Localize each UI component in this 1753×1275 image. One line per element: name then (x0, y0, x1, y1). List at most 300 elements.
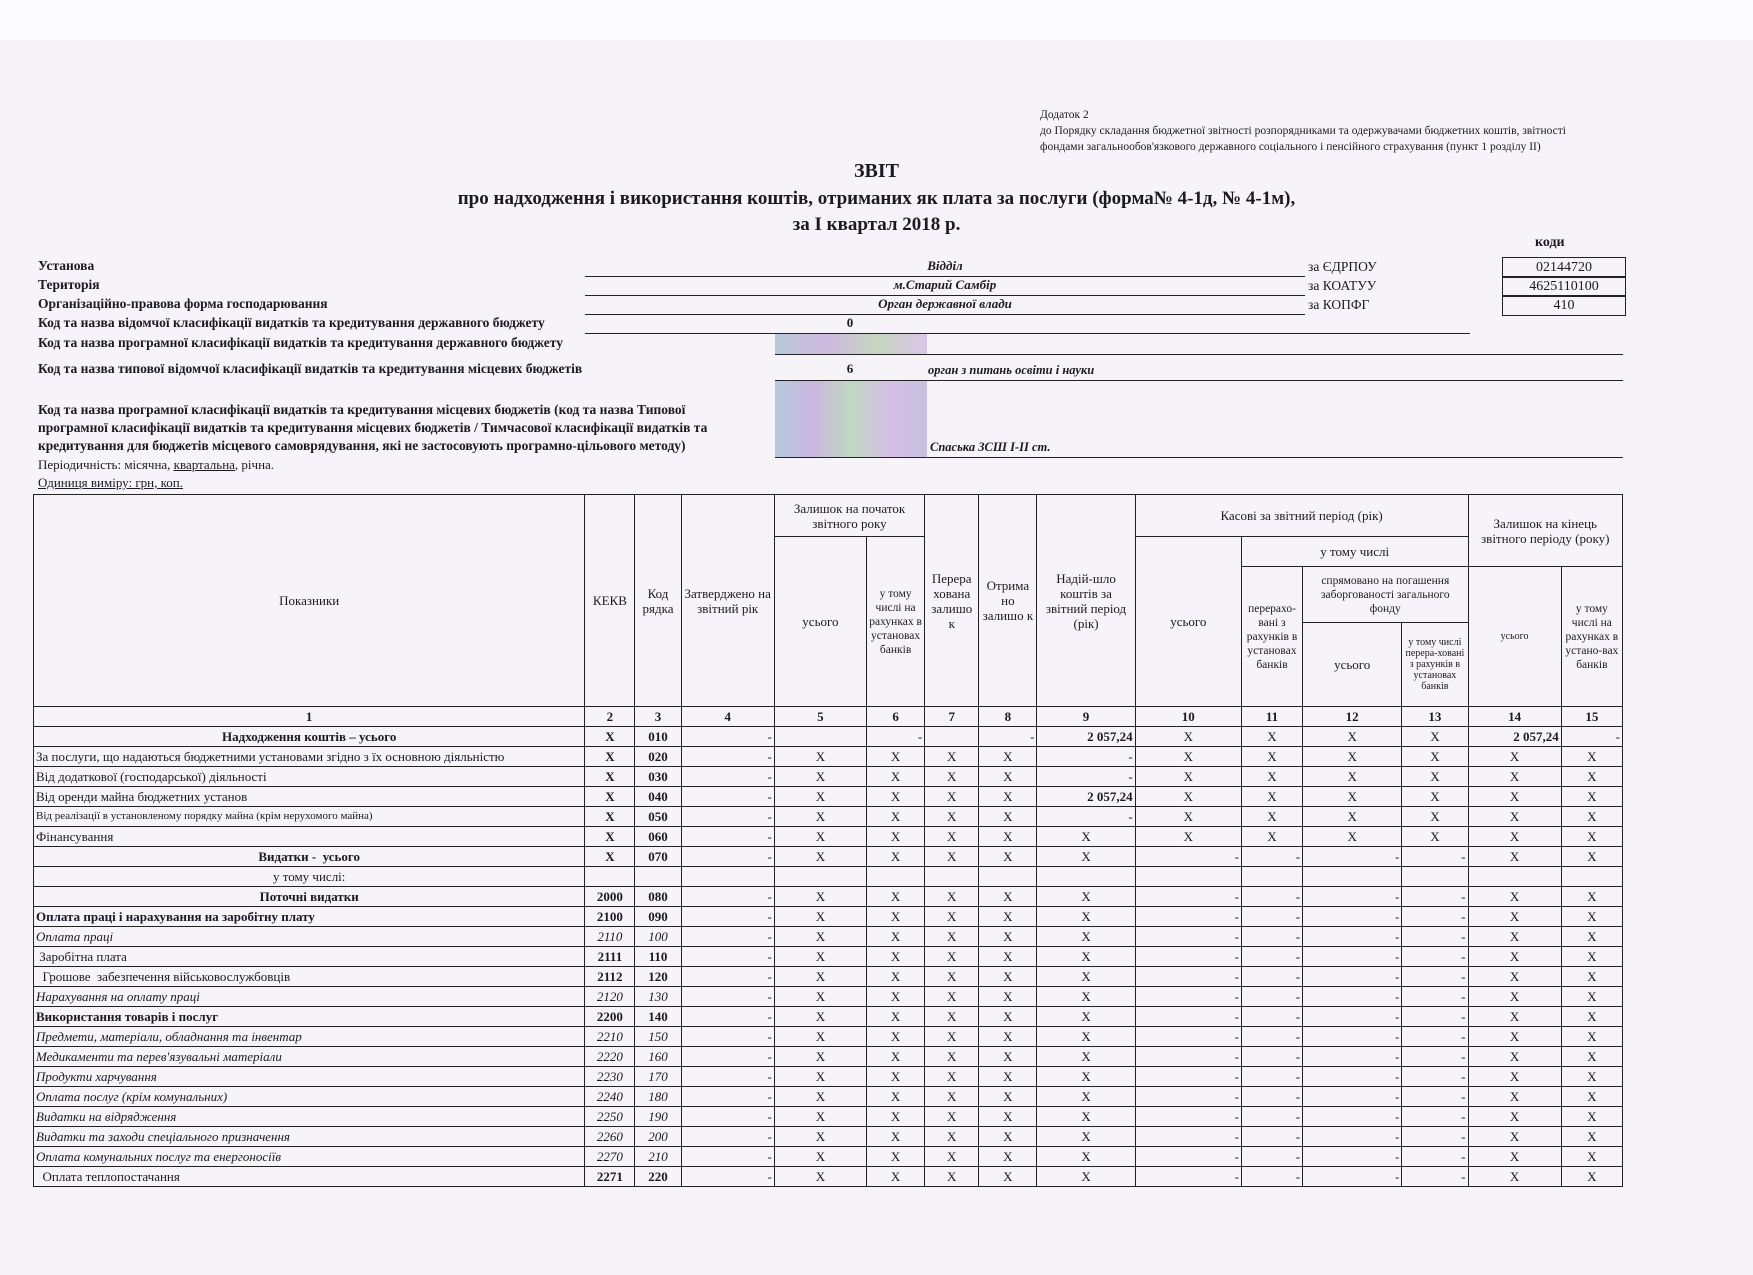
table-cell: X (1468, 847, 1561, 867)
table-cell: X (1135, 807, 1241, 827)
col-approved: Затверджено на звітний рік (681, 495, 774, 707)
table-cell: - (1241, 887, 1302, 907)
col-indicators: Показники (34, 495, 585, 707)
table-cell: - (1303, 987, 1402, 1007)
table-cell (1561, 867, 1622, 887)
table-cell: 190 (635, 1107, 681, 1127)
table-cell: X (925, 1047, 979, 1067)
table-cell: - (1402, 1007, 1468, 1027)
table-cell: X (867, 1027, 925, 1047)
table-cell: X (1402, 787, 1468, 807)
koatuu-label: за КОАТУУ (1308, 278, 1377, 293)
table-cell: X (1468, 907, 1561, 927)
table-cell: X (1037, 827, 1135, 847)
col-start-balance: Залишок на початок звітного року (774, 495, 924, 537)
unit-label: Одиниця виміру: грн, коп. (38, 475, 183, 490)
table-cell: X (1037, 1047, 1135, 1067)
table-cell: X (979, 767, 1037, 787)
table-cell: X (1468, 767, 1561, 787)
table-cell: - (1402, 947, 1468, 967)
table-cell: X (1468, 1147, 1561, 1167)
table-cell: X (1561, 887, 1622, 907)
table-cell: X (1468, 887, 1561, 907)
table-cell: - (1402, 1127, 1468, 1147)
table-cell: 220 (635, 1167, 681, 1187)
report-period: за І квартал 2018 р. (792, 214, 961, 235)
table-cell: 2220 (585, 1047, 635, 1067)
table-cell: X (979, 927, 1037, 947)
table-cell: X (867, 747, 925, 767)
column-number: 13 (1402, 707, 1468, 727)
row-indicator-name: Від реалізації в установленому порядку майна (крім нерухомого майна) (34, 807, 585, 827)
column-number: 7 (925, 707, 979, 727)
table-cell: X (774, 1087, 866, 1107)
table-cell: X (925, 927, 979, 947)
col-end-bank: у тому числі на рахунках в устано-вах банків (1561, 567, 1622, 707)
table-cell: - (1241, 847, 1302, 867)
table-cell: X (979, 1067, 1037, 1087)
table-body (34, 727, 1623, 1187)
table-cell: X (925, 1127, 979, 1147)
legal-form-label: Організаційно-правова форма господарювання (38, 296, 328, 311)
territory-value: м.Старий Самбір (893, 277, 997, 292)
col-cash: Касові за звітний період (рік) (1135, 495, 1468, 537)
table-cell: X (925, 1147, 979, 1167)
table-cell: X (1037, 907, 1135, 927)
column-number: 12 (1303, 707, 1402, 727)
row-indicator-name: Заробітна плата (34, 947, 585, 967)
table-cell: 2111 (585, 947, 635, 967)
table-cell: - (1561, 727, 1622, 747)
table-cell: - (1303, 1167, 1402, 1187)
column-number: 6 (867, 707, 925, 727)
table-cell: - (1241, 947, 1302, 967)
table-row (34, 907, 1623, 927)
table-cell: X (1561, 767, 1622, 787)
table-row (34, 1107, 1623, 1127)
table-cell: 2100 (585, 907, 635, 927)
table-row (34, 767, 1623, 787)
table-cell: X (1561, 1087, 1622, 1107)
table-cell (585, 867, 635, 887)
table-cell: X (925, 1007, 979, 1027)
table-cell: X (774, 947, 866, 967)
table-cell: X (1037, 967, 1135, 987)
table-cell: - (681, 887, 774, 907)
table-cell: - (681, 727, 774, 747)
column-numbers-row (34, 707, 1623, 727)
table-cell: - (1241, 1087, 1302, 1107)
table-cell: X (774, 747, 866, 767)
table-cell: X (1303, 787, 1402, 807)
table-cell: - (681, 1167, 774, 1187)
table-cell: - (1241, 907, 1302, 927)
periodicity-rest: , річна. (234, 457, 275, 472)
column-number: 5 (774, 707, 866, 727)
table-row (34, 927, 1623, 947)
col-kekv: КЕКВ (585, 495, 635, 707)
table-cell: X (1241, 727, 1302, 747)
table-cell: - (1241, 1047, 1302, 1067)
table-cell: X (1135, 787, 1241, 807)
table-cell: - (1135, 927, 1241, 947)
table-cell (1468, 867, 1561, 887)
table-cell: - (681, 967, 774, 987)
row-indicator-name: Поточні видатки (34, 887, 585, 907)
row-indicator-name: Видатки - усього (34, 847, 585, 867)
table-cell: X (867, 1067, 925, 1087)
row-indicator-name: Грошове забезпечення військовослужбовців (34, 967, 585, 987)
table-cell: X (1135, 767, 1241, 787)
table-cell: X (925, 847, 979, 867)
table-cell: 2 057,24 (1037, 787, 1135, 807)
table-cell: 2 057,24 (1037, 727, 1135, 747)
table-cell: 180 (635, 1087, 681, 1107)
table-cell: - (1402, 927, 1468, 947)
table-cell: X (979, 847, 1037, 867)
table-cell: - (681, 767, 774, 787)
table-cell (1303, 867, 1402, 887)
dept-code-label: Код та назва відомчої класифікації видатків та кредитування державного бюджету (38, 315, 545, 330)
table-cell: X (1037, 1107, 1135, 1127)
table-cell: X (585, 727, 635, 747)
table-cell: 090 (635, 907, 681, 927)
table-cell: - (1402, 907, 1468, 927)
table-cell: - (681, 927, 774, 947)
table-cell (635, 867, 681, 887)
table-cell: X (1561, 947, 1622, 967)
table-cell: - (1303, 1067, 1402, 1087)
table-cell: - (681, 1087, 774, 1107)
table-cell: X (925, 1067, 979, 1087)
table-cell (1135, 867, 1241, 887)
table-cell: X (925, 787, 979, 807)
table-cell: X (1561, 1127, 1622, 1147)
table-cell: X (867, 807, 925, 827)
table-cell: - (1135, 1167, 1241, 1187)
table-cell: X (774, 807, 866, 827)
table-cell: - (1402, 887, 1468, 907)
table-cell: X (1037, 887, 1135, 907)
periodicity (38, 457, 274, 473)
table-cell: - (1037, 767, 1135, 787)
table-cell: - (1135, 987, 1241, 1007)
row-indicator-name: Видатки на відрядження (34, 1107, 585, 1127)
table-cell (979, 867, 1037, 887)
report-table (33, 494, 1623, 1187)
table-cell: - (1241, 1107, 1302, 1127)
table-cell: X (867, 787, 925, 807)
table-cell: X (1037, 1007, 1135, 1027)
table-cell: - (1241, 967, 1302, 987)
table-cell: X (774, 1167, 866, 1187)
table-cell: - (681, 747, 774, 767)
table-cell: - (1402, 1027, 1468, 1047)
table-cell: X (1037, 1067, 1135, 1087)
table-cell: X (867, 967, 925, 987)
col-transferred: Перера хована залишо к (925, 495, 979, 707)
table-cell: - (1135, 947, 1241, 967)
table-cell: - (1241, 1027, 1302, 1047)
institution-value: Відділ (927, 258, 963, 273)
table-cell: X (1468, 827, 1561, 847)
edrpou-code: 02144720 (1502, 257, 1626, 278)
table-cell (867, 867, 925, 887)
table-cell: 140 (635, 1007, 681, 1027)
table-cell: 2112 (585, 967, 635, 987)
table-cell: 2260 (585, 1127, 635, 1147)
table-cell: 2120 (585, 987, 635, 1007)
table-cell: X (1037, 947, 1135, 967)
table-cell: - (1135, 887, 1241, 907)
table-cell: X (1037, 987, 1135, 1007)
table-cell: - (1135, 1147, 1241, 1167)
table-cell: X (1402, 807, 1468, 827)
table-cell: X (1468, 1047, 1561, 1067)
table-cell: X (925, 827, 979, 847)
table-cell (925, 867, 979, 887)
table-cell: X (1468, 747, 1561, 767)
table-cell: X (867, 927, 925, 947)
table-cell: X (774, 967, 866, 987)
table-cell: - (681, 1147, 774, 1167)
table-cell: 150 (635, 1027, 681, 1047)
table-cell: X (979, 1007, 1037, 1027)
report-subtitle: про надходження і використання коштів, отриманих як плата за послуги (форма№ 4-1д, № 4-1м), (457, 188, 1296, 209)
table-cell: X (925, 1027, 979, 1047)
table-cell: X (979, 947, 1037, 967)
table-row (34, 1147, 1623, 1167)
table-cell: X (1402, 747, 1468, 767)
table-cell: - (1303, 907, 1402, 927)
table-header (34, 495, 1623, 727)
column-number: 3 (635, 707, 681, 727)
table-cell: - (1241, 927, 1302, 947)
table-cell: - (681, 907, 774, 927)
table-cell: X (867, 827, 925, 847)
table-cell: - (1303, 847, 1402, 867)
table-cell: 210 (635, 1147, 681, 1167)
table-cell: X (1561, 907, 1622, 927)
column-number: 1 (34, 707, 585, 727)
col-end-balance: Залишок на кінець звітного періоду (року) (1468, 495, 1623, 567)
row-indicator-name: Від додаткової (господарської) діяльності (34, 767, 585, 787)
table-cell: X (1135, 827, 1241, 847)
table-cell: X (979, 887, 1037, 907)
table-cell: X (1037, 1167, 1135, 1187)
table-cell: X (1037, 927, 1135, 947)
table-cell: X (1303, 747, 1402, 767)
table-cell: X (867, 1107, 925, 1127)
table-cell: - (681, 947, 774, 967)
redacted-field (775, 334, 927, 354)
table-cell: X (1037, 1087, 1135, 1107)
table-cell: X (1561, 847, 1622, 867)
table-row (34, 747, 1623, 767)
table-cell (925, 727, 979, 747)
table-cell: X (1402, 827, 1468, 847)
table-cell: - (1402, 1087, 1468, 1107)
column-number: 10 (1135, 707, 1241, 727)
table-cell: - (681, 987, 774, 1007)
col-cash-total: усього (1135, 537, 1241, 707)
table-cell: X (1402, 727, 1468, 747)
table-cell: 130 (635, 987, 681, 1007)
table-cell: - (1135, 1087, 1241, 1107)
col-row-code: Код рядка (635, 495, 681, 707)
redacted-field-2 (775, 381, 927, 457)
table-cell: X (925, 907, 979, 927)
table-cell: - (1241, 1147, 1302, 1167)
kopfg-code: 410 (1502, 295, 1626, 316)
table-cell: X (585, 787, 635, 807)
table-row (34, 887, 1623, 907)
table-cell: X (1135, 747, 1241, 767)
dept-code-value: 0 (846, 315, 854, 330)
table-row (34, 1127, 1623, 1147)
appendix-line-1: Додаток 2 (1040, 109, 1089, 121)
table-cell: X (774, 827, 866, 847)
table-cell: 2210 (585, 1027, 635, 1047)
table-cell: X (1402, 767, 1468, 787)
table-cell: X (979, 1167, 1037, 1187)
codes-label: коди (1535, 235, 1565, 250)
table-cell (1241, 867, 1302, 887)
table-cell: - (1303, 927, 1402, 947)
report-title: ЗВІТ (853, 160, 900, 182)
table-cell: X (925, 1167, 979, 1187)
table-cell: 2 057,24 (1468, 727, 1561, 747)
table-cell: 070 (635, 847, 681, 867)
table-cell: X (867, 1087, 925, 1107)
periodicity-selected: квартальна (173, 457, 235, 472)
table-cell: X (979, 967, 1037, 987)
table-cell: - (1135, 1007, 1241, 1027)
table-cell: - (1135, 967, 1241, 987)
table-row (34, 787, 1623, 807)
institution-label: Установа (38, 258, 95, 273)
table-cell: X (1241, 827, 1302, 847)
territory-label: Територія (38, 277, 100, 292)
appendix-line-3: фондами загальнообов'язкового державного соціального і пенсійного страхування (пункт 1 розділу ІІ) (1040, 141, 1541, 153)
table-cell: - (1135, 847, 1241, 867)
table-cell: X (1037, 847, 1135, 867)
column-number: 14 (1468, 707, 1561, 727)
table-cell: X (774, 847, 866, 867)
table-cell: X (867, 1147, 925, 1167)
row-indicator-name: Використання товарів і послуг (34, 1007, 585, 1027)
table-cell: X (1468, 1007, 1561, 1027)
table-cell: X (774, 1067, 866, 1087)
table-row (34, 1047, 1623, 1067)
table-cell: - (1303, 887, 1402, 907)
column-number: 9 (1037, 707, 1135, 727)
table-cell: 2271 (585, 1167, 635, 1187)
col-debt-bank: у тому числі перера-ховані з рахунків в установах банків (1402, 623, 1468, 707)
table-cell: X (585, 767, 635, 787)
table-cell (681, 867, 774, 887)
table-cell: 2230 (585, 1067, 635, 1087)
table-cell: X (1468, 1107, 1561, 1127)
appendix-line-2: до Порядку складання бюджетної звітності розпорядниками та одержувачами бюджетних коштів, звітності (1040, 125, 1566, 137)
table-cell: X (1037, 1127, 1135, 1147)
table-cell: 060 (635, 827, 681, 847)
edrpou-label: за ЄДРПОУ (1308, 259, 1377, 274)
table-row (34, 967, 1623, 987)
local-prog-label-2: програмної класифікації видатків та кредитування місцевих бюджетів / Тимчасової класифікації видатків та (38, 420, 708, 435)
table-row (34, 1067, 1623, 1087)
table-cell: X (1303, 827, 1402, 847)
table-cell: - (681, 827, 774, 847)
row-indicator-name: Від оренди майна бюджетних установ (34, 787, 585, 807)
table-cell: X (979, 827, 1037, 847)
table-cell: X (1468, 1027, 1561, 1047)
table-cell: - (1402, 1067, 1468, 1087)
table-cell: X (1468, 1127, 1561, 1147)
table-cell: 2110 (585, 927, 635, 947)
table-cell: X (979, 1087, 1037, 1107)
table-cell: X (1561, 987, 1622, 1007)
table-cell: X (925, 807, 979, 827)
table-cell: X (925, 747, 979, 767)
table-cell: - (1135, 1127, 1241, 1147)
table-cell: X (774, 767, 866, 787)
table-cell: X (979, 1047, 1037, 1067)
table-row (34, 807, 1623, 827)
table-cell: X (1468, 967, 1561, 987)
table-cell: 160 (635, 1047, 681, 1067)
table-cell: X (979, 1147, 1037, 1167)
table-cell: X (1561, 927, 1622, 947)
table-cell: X (1561, 1147, 1622, 1167)
col-income: Надій-шло коштів за звітний період (рік) (1037, 495, 1135, 707)
table-cell: X (1561, 747, 1622, 767)
table-cell: - (1135, 1027, 1241, 1047)
table-cell: X (1561, 1067, 1622, 1087)
table-cell: - (1303, 1007, 1402, 1027)
table-cell: - (1402, 847, 1468, 867)
table-cell: X (925, 1107, 979, 1127)
table-cell: X (585, 747, 635, 767)
table-cell: - (979, 727, 1037, 747)
table-cell: - (1303, 967, 1402, 987)
table-cell: - (681, 1127, 774, 1147)
table-cell: - (1135, 907, 1241, 927)
legal-form-value: Орган державної влади (878, 296, 1012, 311)
table-cell: X (925, 967, 979, 987)
table-cell: - (681, 1047, 774, 1067)
periodicity-label: Періодичність: місячна, (38, 457, 174, 472)
table-cell: X (774, 927, 866, 947)
table-cell: X (867, 1047, 925, 1067)
table-cell: X (867, 847, 925, 867)
table-cell: 110 (635, 947, 681, 967)
table-cell: 040 (635, 787, 681, 807)
table-cell: X (1561, 1107, 1622, 1127)
table-cell: - (1402, 1047, 1468, 1067)
table-cell: X (867, 907, 925, 927)
table-cell: X (925, 887, 979, 907)
table-cell: X (979, 1127, 1037, 1147)
table-cell: X (774, 887, 866, 907)
table-cell: X (1468, 1087, 1561, 1107)
table-cell: - (1037, 807, 1135, 827)
table-row (34, 1027, 1623, 1047)
table-cell: X (1241, 807, 1302, 827)
table-row (34, 727, 1623, 747)
table-cell: X (867, 767, 925, 787)
table-cell: X (979, 1107, 1037, 1127)
